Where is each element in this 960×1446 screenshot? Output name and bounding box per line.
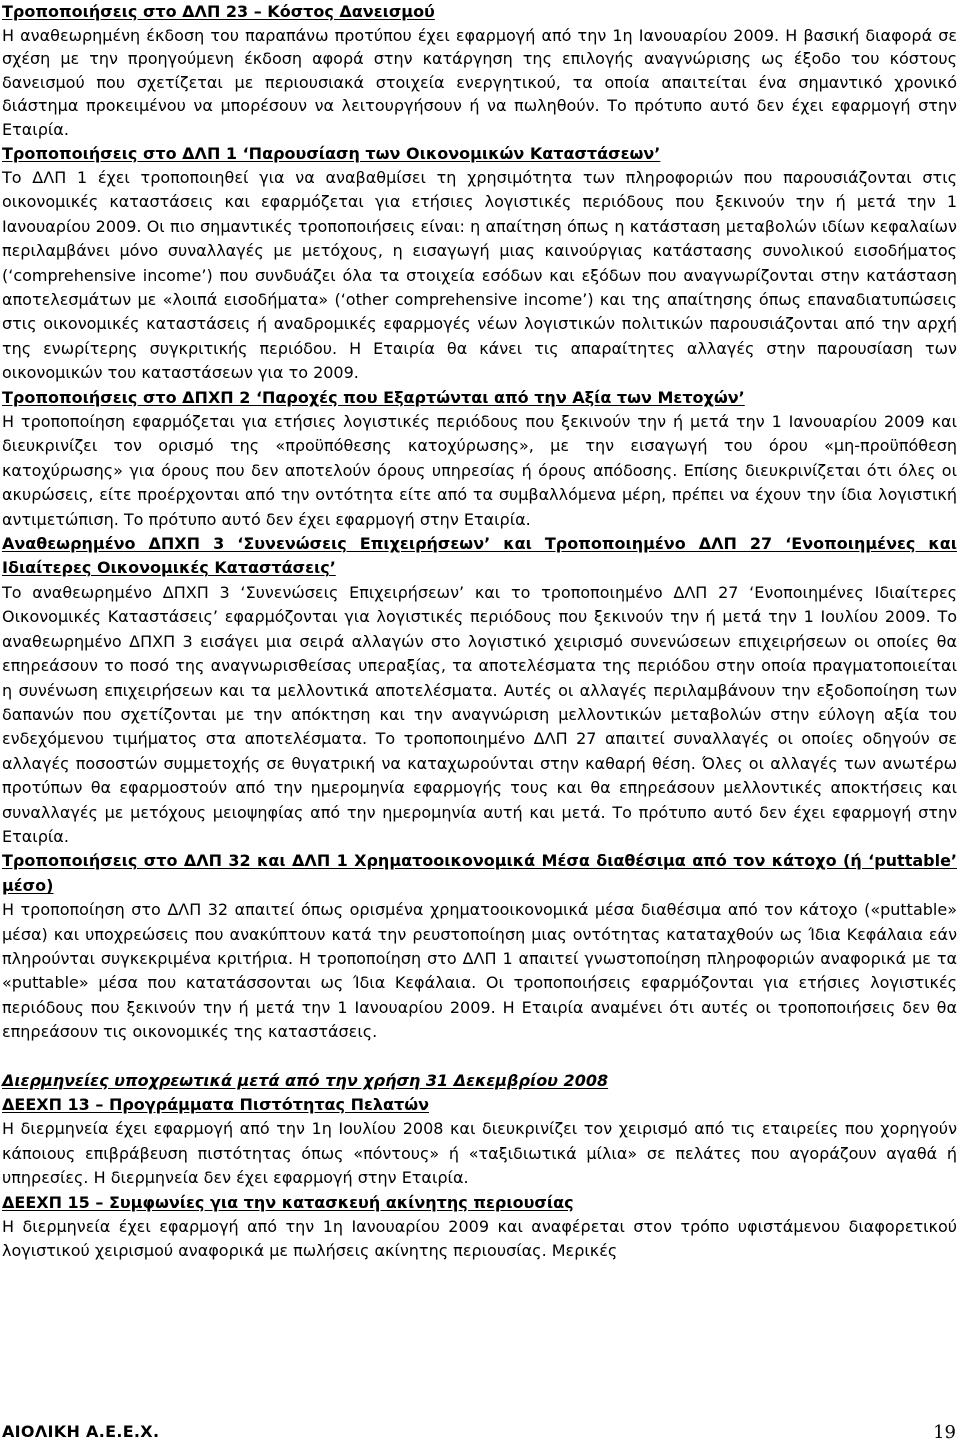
section-ifrs2 [2, 386, 957, 532]
page-number: 19 [933, 1422, 956, 1443]
section-heading: Τροποποιήσεις στο ΔΛΠ 32 και ΔΛΠ 1 Χρηματοοικονομικά Μέσα διαθέσιμα από τον κάτοχο (ή ‘puttable’ μέσο) [2, 851, 957, 895]
section-heading: ΔΕΕΧΠ 13 – Προγράμματα Πιστότητας Πελατών [2, 1095, 430, 1114]
section-body: Η τροποποίηση εφαρμόζεται για ετήσιες λογιστικές περιόδους που ξεκινούν την ή μετά την 1 Ιανουαρίου 2009 και διευκρινίζει τον ορισμό της «προϋπόθεσης κατοχύρωσης», με την εισαγωγή του όρου «μη-προϋπόθεση κατοχύρωσης» για όρους που δεν αποτελούν όρους υπηρεσίας ή όρους απόδοσης. Επίσης διευκρινίζεται ότι όλες οι ακυρώσεις, είτε προέρχονται από την οντότητα είτε από τα συμβαλλόμενα μέρη, πρέπει να έχουν την ίδια λογιστική αντιμετώπιση. Το πρότυπο αυτό δεν έχει εφαρμογή στην Εταιρία. [2, 412, 957, 529]
interpretations-heading: Διερμηνείες υποχρεωτικά μετά από την χρήση 31 Δεκεμβρίου 2008 [2, 1070, 609, 1090]
section-heading: Τροποποιήσεις στο ΔΛΠ 23 – Κόστος Δανεισμού [2, 2, 435, 21]
section-heading: ΔΕΕΧΠ 15 – Συμφωνίες για την κατασκευή ακίνητης περιουσίας [2, 1192, 574, 1212]
section-ias23 [2, 0, 957, 142]
section-ias32-ias1 [2, 849, 957, 1044]
section-heading: Τροποποιήσεις στο ΔΛΠ 1 ‘Παρουσίαση των Οικονομικών Καταστάσεων’ [2, 143, 661, 163]
section-heading: Αναθεωρημένο ΔΠΧΠ 3 ‘Συνενώσεις Επιχειρήσεων’ και Τροποποιημένο ΔΛΠ 27 ‘Ενοποιημένες και Ιδιαίτερες Οικονομικές Καταστάσεις’ [2, 534, 957, 578]
section-body: Η διερμηνεία έχει εφαρμογή από την 1η Ιανουαρίου 2009 και αναφέρεται στον τρόπο υφιστάμενου διαφορετικού λογιστικού χειρισμού αναφορικά με πωλήσεις ακίνητης περιουσίας. Μερικές [2, 1217, 957, 1261]
document-page [2, 0, 957, 1264]
section-body: Η αναθεωρημένη έκδοση του παραπάνω προτύπου έχει εφαρμογή από την 1η Ιανουαρίου 2009. Η βασική διαφορά σε σχέση με την προηγούμενη έκδοση αφορά στην κατάργηση της επιλογής αναγνώρισης ως έξοδο του κόστους δανεισμού που σχετίζεται με περιουσιακά στοιχεία ενεργητικού, τα οποία απαιτείται ένα σημαντικό χρονικό διάστημα προκειμένου να μπορέσουν να λειτουργήσουν ή να πωληθούν. Το πρότυπο αυτό δεν έχει εφαρμογή στην Εταιρία. [2, 25, 957, 139]
company-name: ΑΙΟΛΙΚΗ Α.Ε.Ε.Χ. [2, 1422, 160, 1441]
section-body: Η τροποποίηση στο ΔΛΠ 32 απαιτεί όπως ορισμένα χρηματοοικονομικά μέσα διαθέσιμα από τον κάτοχο («puttable» μέσα) και υποχρεώσεις που ανακύπτουν κατά την ρευστοποίηση μιας οντότητας καταταχθούν ως Ίδια Κεφάλαια εάν πληρούνται συγκεκριμένα κριτήρια. Η τροποποίηση στο ΔΛΠ 1 απαιτεί γνωστοποίηση πληροφοριών αναφορικά με τα «puttable» μέσα που κατατάσσονται ως Ίδια Κεφάλαια. Οι τροποποιήσεις εφαρμόζονται για ετήσιες λογιστικές περιόδους που ξεκινούν την ή μετά την 1 Ιανουαρίου 2009. Η Εταιρία αναμένει ότι αυτές οι τροποποιήσεις δεν θα επηρεάσουν τις οικονομικές της καταστάσεις. [2, 900, 957, 1042]
section-body: Το αναθεωρημένο ΔΠΧΠ 3 ‘Συνενώσεις Επιχειρήσεων’ και το τροποποιημένο ΔΛΠ 27 ‘Ενοποιημένες Ιδιαίτερες Οικονομικές Καταστάσεις’ εφαρμόζονται για λογιστικές περιόδους που ξεκινούν την ή μετά την 1 Ιουλίου 2009. Το αναθεωρημένο ΔΠΧΠ 3 εισάγει μια σειρά αλλαγών στο λογιστικό χειρισμό συνενώσεων επιχειρήσεων οι οποίες θα επηρεάσουν το ποσό της αναγνωρισθείσας υπεραξίας, τα αποτελέσματα της περιόδου στην οποία πραγματοποιείται η συνένωση επιχειρήσεων και τα μελλοντικά αποτελέσματα. Αυτές οι αλλαγές περιλαμβάνουν την εξοδοποίηση των δαπανών που σχετίζονται με την απόκτηση και την αναγνώριση μελλοντικών μεταβολών στην εύλογη αξία του ενδεχόμενου τιμήματος στα αποτελέσματα. Το τροποποιημένο ΔΛΠ 27 απαιτεί συναλλαγές οι οποίες οδηγούν σε αλλαγές ποσοστών συμμετοχής σε θυγατρική να καταχωρούνται στην καθαρή θέση. Όλες οι αλλαγές των ανωτέρω προτύπων θα εφαρμοστούν από την ημερομηνία εφαρμογής τους και θα επηρεάσουν μελλοντικές αποκτήσεις και συναλλαγές με μετόχους μειοψηφίας από την ημερομηνία αυτή και μετά. Το πρότυπο αυτό δεν έχει εφαρμογή στην Εταιρία. [2, 582, 957, 846]
section-spacer [2, 1045, 957, 1069]
page-footer [2, 1420, 956, 1446]
section-body: Η διερμηνεία έχει εφαρμογή από την 1η Ιουλίου 2008 και διευκρινίζει τον χειρισμό από τις εταιρείες που χορηγούν κάποιους επιβράβευση πιστότητας όπως «πόντους» ή «ταξιδιωτικά μίλια» σε πελάτες που αγοράζουν αγαθά ή υπηρεσίες. Η διερμηνεία δεν έχει εφαρμογή στην Εταιρία. [2, 1119, 957, 1188]
section-heading: Τροποποιήσεις στο ΔΠΧΠ 2 ‘Παροχές που Εξαρτώνται από την Αξία των Μετοχών’ [2, 387, 745, 407]
section-body: Το ΔΛΠ 1 έχει τροποποιηθεί για να αναβαθμίσει τη χρησιμότητα των πληροφοριών που παρουσιάζονται στις οικονομικές καταστάσεις και εφαρμόζεται για ετήσιες λογιστικές περιόδους που ξεκινούν την ή μετά την 1 Ιανουαρίου 2009. Οι πιο σημαντικές τροποποιήσεις είναι: η απαίτηση όπως η κατάσταση μεταβολών ιδίων κεφαλαίων περιλαμβάνει μόνο συναλλαγές με μετόχους, η εισαγωγή μιας καινούργιας κατάστασης συνολικού εισοδήματος (‘comprehensive income’) που συνδυάζει όλα τα στοιχεία εσόδων και εξόδων που αναγνωρίζονται στην κατάσταση αποτελεσμάτων με «λοιπά εισοδήματα» (‘other comprehensive income’) και της απαίτησης όπως επαναδιατυπώσεις στις οικονομικές καταστάσεις ή αναδρομικές εφαρμογές νέων λογιστικών πολιτικών παρουσιάζονται από την αρχή της ενωρίτερης συγκριτικής περιόδου. Η Εταιρία θα κάνει τις απαραίτητες αλλαγές στην παρουσίαση των οικονομικών του καταστάσεων για το 2009. [2, 167, 957, 383]
section-ias1 [2, 142, 957, 386]
interpretations-block [2, 1069, 957, 1264]
section-ifrs3-ias27 [2, 532, 957, 849]
